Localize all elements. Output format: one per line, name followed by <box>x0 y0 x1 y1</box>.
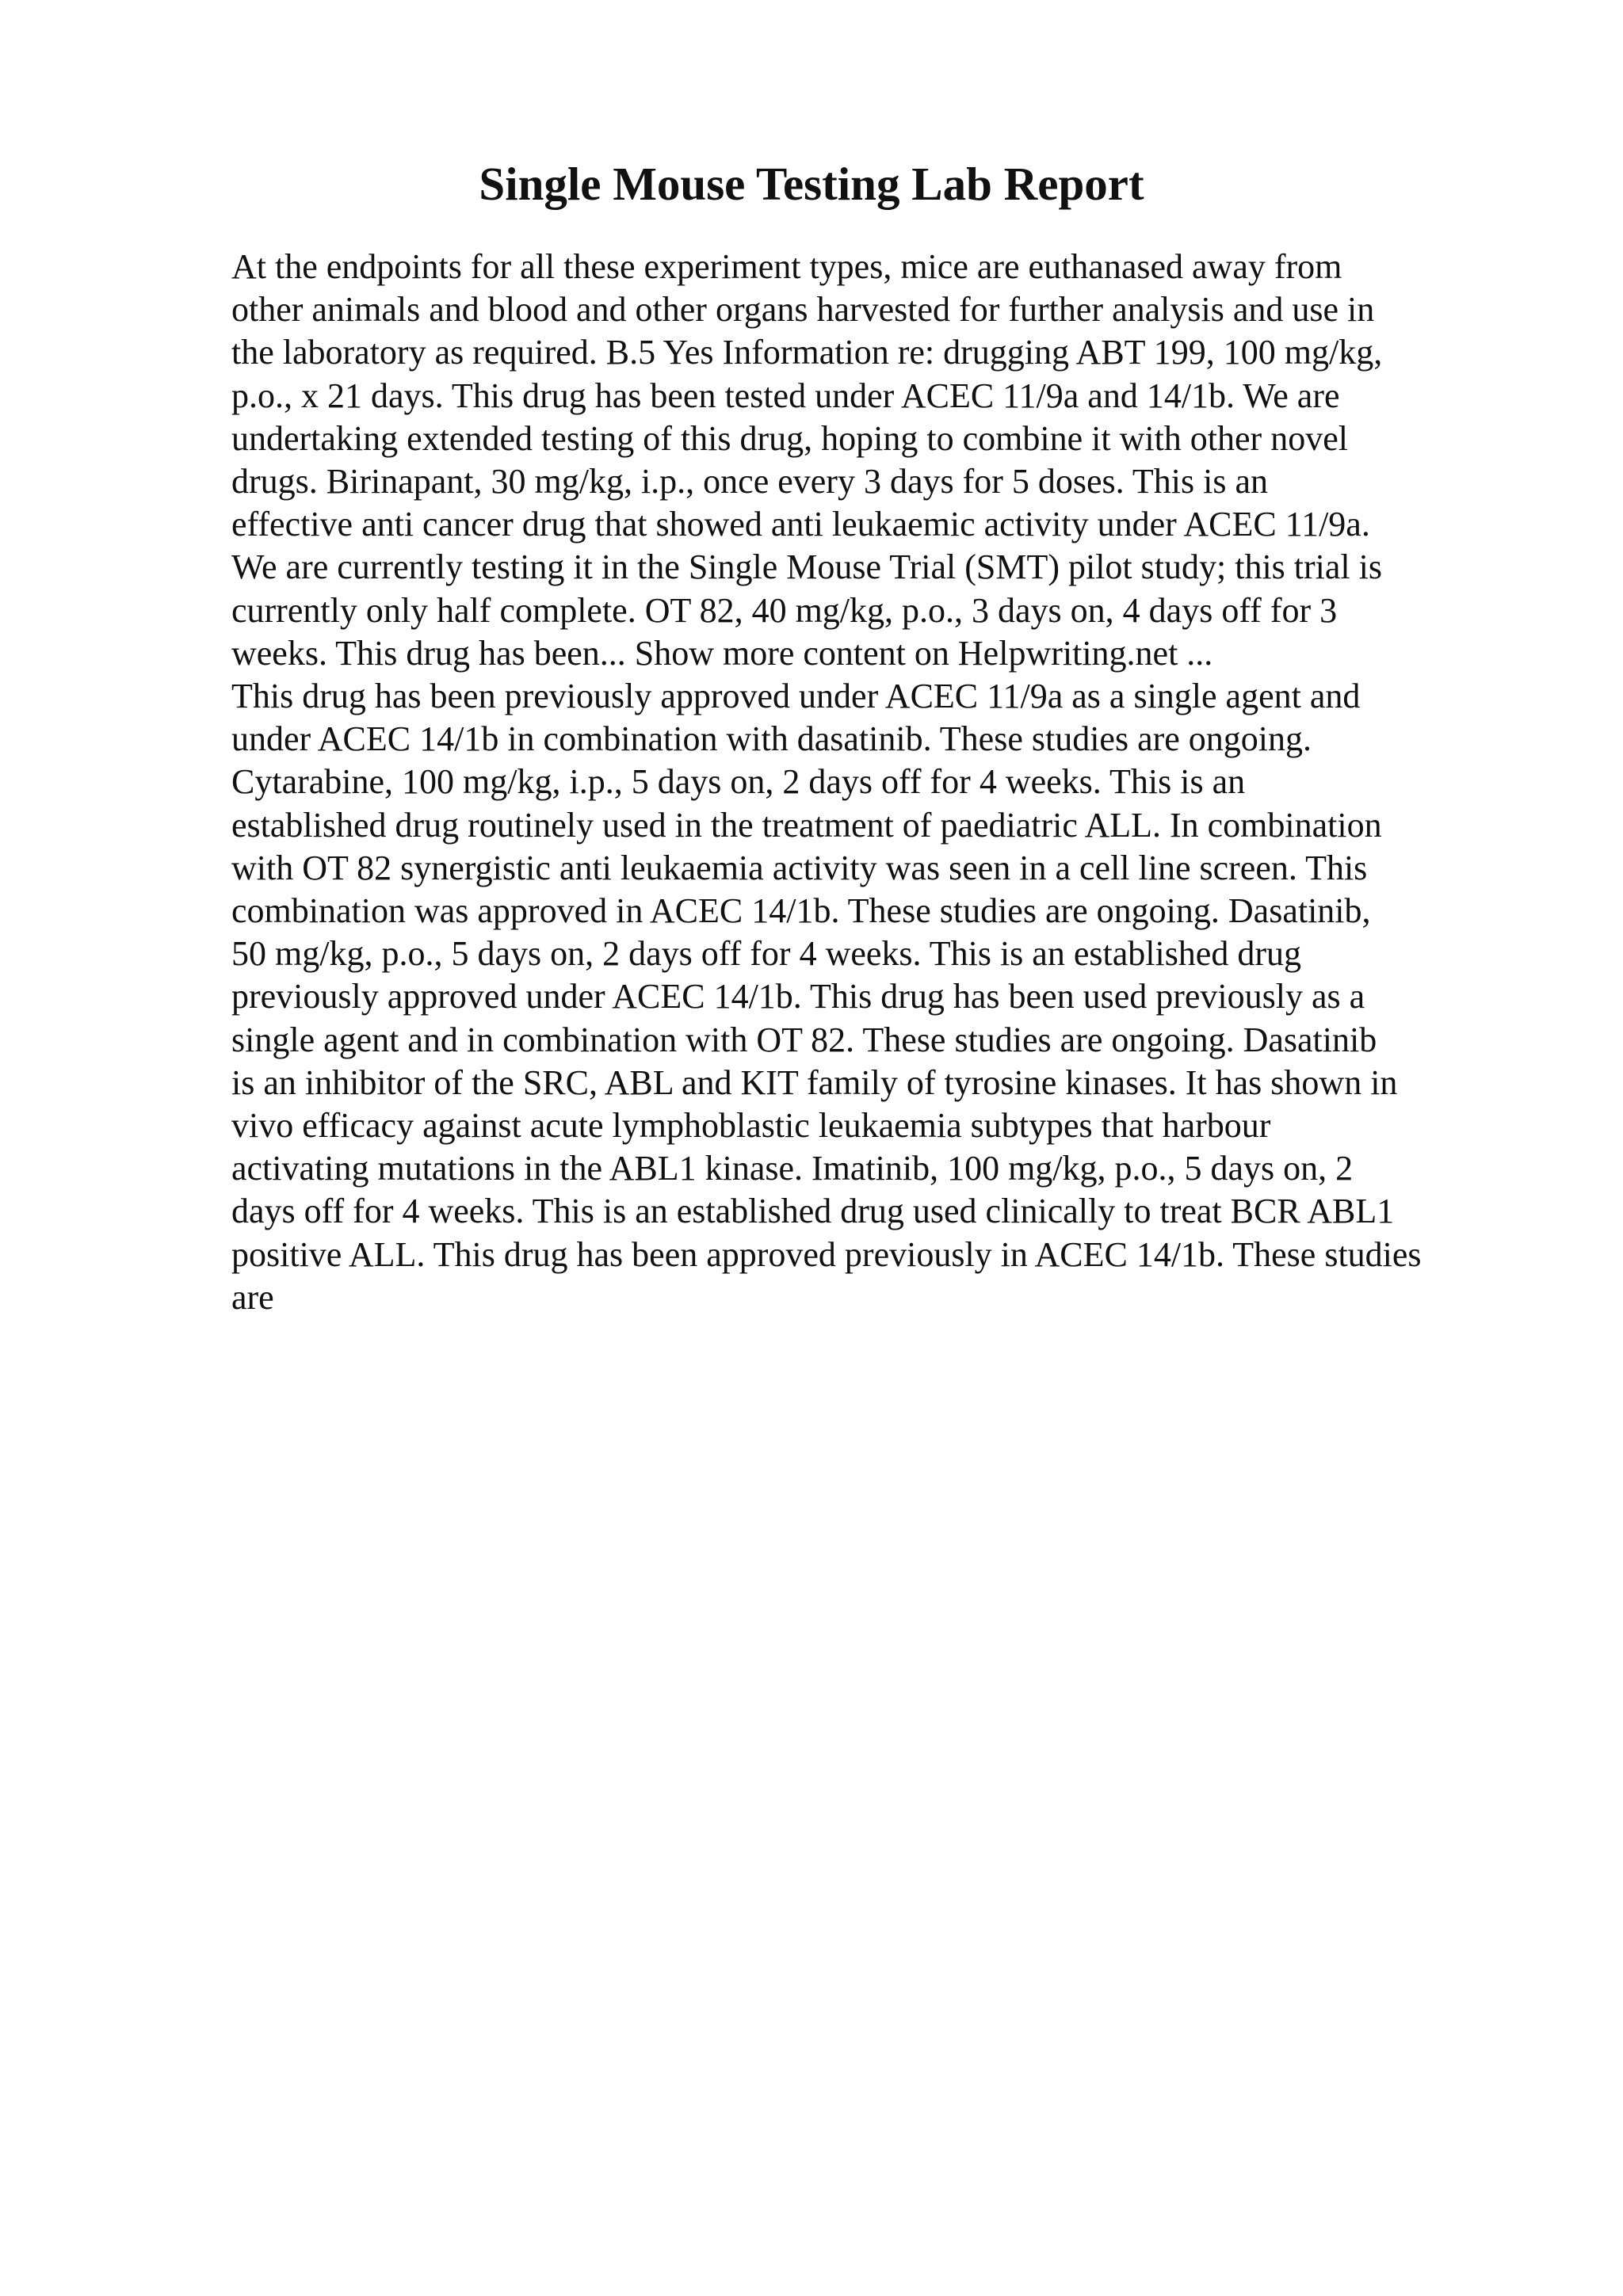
text-line: are <box>231 1277 274 1317</box>
text-line: p.o., x 21 days. This drug has been tested under ACEC 11/9a and 14/1b. We are <box>231 376 1340 415</box>
text-line: weeks. This drug has been... Show more content on Helpwriting.net ... <box>231 633 1213 673</box>
text-line: the laboratory as required. B.5 Yes Information re: drugging ABT 199, 100 mg/kg, <box>231 333 1383 372</box>
text-line: previously approved under ACEC 14/1b. This drug has been used previously as a <box>231 977 1365 1016</box>
text-line: currently only half complete. OT 82, 40 mg/kg, p.o., 3 days on, 4 days off for 3 <box>231 590 1338 630</box>
text-line: At the endpoints for all these experiment types, mice are euthanased away from <box>231 247 1342 286</box>
text-line: days off for 4 weeks. This is an established drug used clinically to treat BCR ABL1 <box>231 1192 1395 1231</box>
body-text <box>231 246 1531 1319</box>
text-line: undertaking extended testing of this drug, hoping to combine it with other novel <box>231 418 1348 458</box>
text-line: positive ALL. This drug has been approved previously in ACEC 14/1b. These studies <box>231 1234 1422 1274</box>
text-line: This drug has been previously approved under ACEC 11/9a as a single agent and <box>231 677 1361 716</box>
text-line: We are currently testing it in the Single Mouse Trial (SMT) pilot study; this trial is <box>231 547 1382 587</box>
text-line: established drug routinely used in the treatment of paediatric ALL. In combination <box>231 805 1382 845</box>
text-line: single agent and in combination with OT 82. These studies are ongoing. Dasatinib <box>231 1020 1377 1059</box>
text-line: with OT 82 synergistic anti leukaemia activity was seen in a cell line screen. This <box>231 848 1368 887</box>
page-title: Single Mouse Testing Lab Report <box>479 158 1144 210</box>
text-line: under ACEC 14/1b in combination with dasatinib. These studies are ongoing. <box>231 719 1312 759</box>
text-line: drugs. Birinapant, 30 mg/kg, i.p., once every 3 days for 5 doses. This is an <box>231 462 1268 502</box>
text-line: 50 mg/kg, p.o., 5 days on, 2 days off for 4 weeks. This is an established drug <box>231 934 1301 974</box>
text-line: other animals and blood and other organs harvested for further analysis and use in <box>231 290 1375 330</box>
text-line: effective anti cancer drug that showed anti leukaemic activity under ACEC 11/9a. <box>231 505 1370 544</box>
text-line: is an inhibitor of the SRC, ABL and KIT family of tyrosine kinases. It has shown in <box>231 1062 1398 1102</box>
text-line: combination was approved in ACEC 14/1b. These studies are ongoing. Dasatinib, <box>231 891 1371 931</box>
text-line: activating mutations in the ABL1 kinase. Imatinib, 100 mg/kg, p.o., 5 days on, 2 <box>231 1149 1354 1188</box>
text-line: Cytarabine, 100 mg/kg, i.p., 5 days on, 2 days off for 4 weeks. This is an <box>231 762 1246 802</box>
text-line: vivo efficacy against acute lymphoblastic leukaemia subtypes that harbour <box>231 1106 1271 1146</box>
